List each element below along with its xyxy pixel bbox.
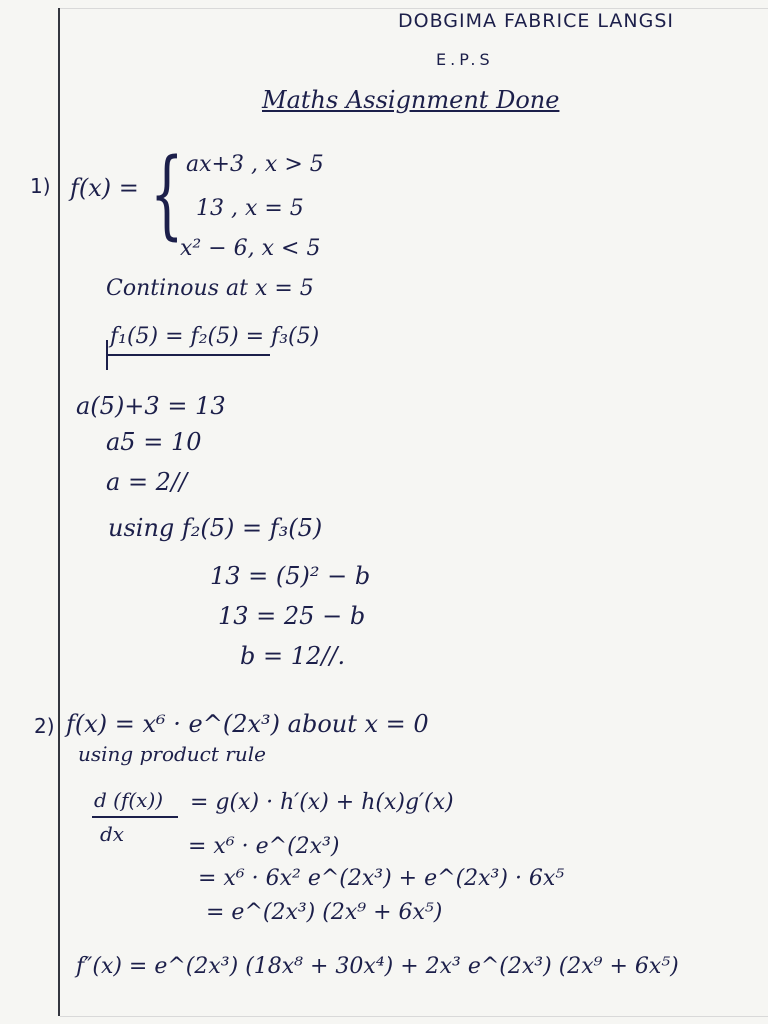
q1-case-3: x² − 6, x < 5: [180, 236, 321, 261]
product-rule-formula: = g(x) · h′(x) + h(x)g′(x): [190, 790, 454, 815]
fraction-bar: [92, 816, 178, 818]
q1-step-3: a = 2//: [106, 468, 188, 496]
q1-using-statement: using f₂(5) = f₃(5): [108, 514, 323, 542]
school-label: E.P.S: [436, 50, 494, 69]
q2-second-derivative: f″(x) = e^(2x³) (18x⁸ + 30x⁴) + 2x³ e^(2x³) (2x⁹ + 6x⁵): [76, 954, 679, 979]
piecewise-brace: {: [150, 138, 184, 250]
q1-case-1: ax+3 , x > 5: [186, 152, 324, 177]
q2-derivation-line-2: = x⁶ · 6x² e^(2x³) + e^(2x³) · 6x⁵: [198, 866, 565, 891]
q1-step-2: a5 = 10: [106, 428, 202, 456]
underline-tick: [106, 340, 108, 370]
bottom-rule: [60, 1016, 768, 1017]
q2-function: f(x) = x⁶ · e^(2x³) about x = 0: [66, 710, 429, 738]
student-name: DOBGIMA FABRICE LANGSI: [398, 10, 674, 32]
q2-using-statement: using product rule: [78, 742, 266, 766]
derivative-denominator: dx: [100, 822, 125, 846]
q1-continuity-statement: Continous at x = 5: [106, 276, 314, 301]
question-2-number: 2): [34, 714, 55, 738]
q1-step-1: a(5)+3 = 13: [76, 392, 226, 420]
question-1-number: 1): [30, 174, 51, 198]
derivative-numerator: d (f(x)): [94, 788, 164, 812]
page-title: Maths Assignment Done: [262, 86, 560, 114]
q1-step-5: 13 = 25 − b: [218, 602, 366, 630]
q1-case-2: 13 , x = 5: [196, 196, 304, 221]
q2-derivation-line-1: = x⁶ · e^(2x³): [188, 834, 340, 859]
equality-underline: [106, 354, 270, 356]
top-rule: [60, 8, 768, 9]
q1-step-4: 13 = (5)² − b: [210, 562, 371, 590]
q1-equality-condition: f₁(5) = f₂(5) = f₃(5): [110, 324, 320, 349]
q1-function-label: f(x) =: [70, 174, 139, 202]
margin-line: [58, 8, 60, 1016]
q2-derivation-line-3: = e^(2x³) (2x⁹ + 6x⁵): [206, 900, 443, 925]
q1-step-6: b = 12//.: [240, 642, 346, 670]
